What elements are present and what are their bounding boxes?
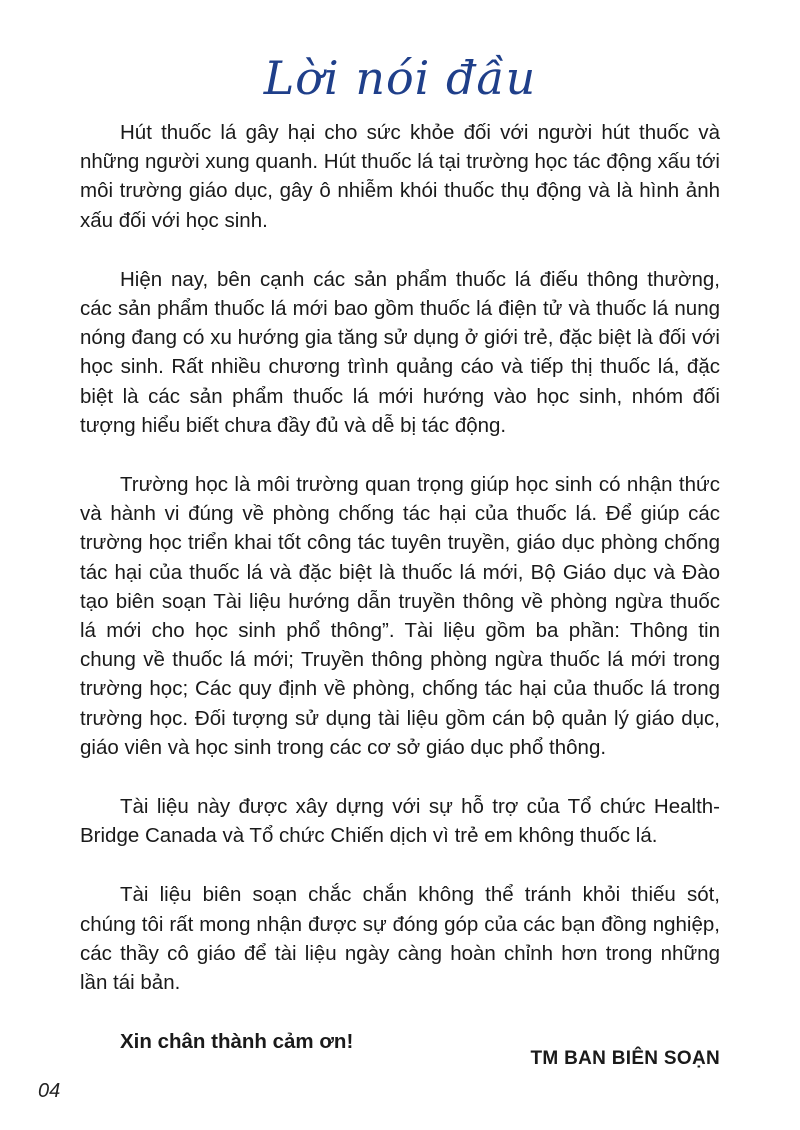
closing-line: Xin chân thành cảm ơn!: [120, 1030, 354, 1054]
paragraph-2: Hiện nay, bên cạnh các sản phẩm thuốc lá điếu thông thường, các sản phẩm thuốc lá mới bao gồm thuốc lá điện tử và thuốc lá nung nóng đang có xu hướng gia tăng sử dụng ở giới trẻ, đặc biệt là đối với học sinh. Rất nhiều chương trình quảng cáo và tiếp thị thuốc lá, đặc biệt là các sản phẩm thuốc lá mới hướng vào học sinh, nhóm đối tượng hiểu biết chưa đầy đủ và dễ bị tác động.: [80, 267, 720, 437]
signature: TM BAN BIÊN SOẠN: [530, 1048, 720, 1069]
paragraph-4: Tài liệu này được xây dựng với sự hỗ trợ của Tổ chức Health-Bridge Canada và Tổ chức Chiến dịch vì trẻ em không thuốc lá.: [80, 795, 720, 848]
paragraph-5: Tài liệu biên soạn chắc chắn không thể tránh khỏi thiếu sót, chúng tôi rất mong nhận được sự đóng góp của các bạn đồng nghiệp, các thầy cô giáo để tài liệu ngày càng hoàn chỉnh hơn trong những lần tái bản.: [80, 883, 720, 995]
body-text: [80, 118, 720, 1086]
paragraph-1: Hút thuốc lá gây hại cho sức khỏe đối với người hút thuốc và những người xung quanh. Hút thuốc lá tại trường học tác động xấu tới môi trường giáo dục, gây ô nhiễm khói thuốc thụ động và là hình ảnh xấu đối với học sinh.: [80, 121, 720, 232]
page-number: 04: [38, 1080, 61, 1102]
paragraph-3: Trường học là môi trường quan trọng giúp học sinh có nhận thức và hành vi đúng về phòng chống tác hại của thuốc lá. Để giúp các trường học triển khai tốt công tác tuyên truyền, giáo dục phòng chống tác hại của thuốc lá và đặc biệt là thuốc lá mới, Bộ Giáo dục và Đào tạo biên soạn Tài liệu hướng dẫn truyền thông về phòng ngừa thuốc lá mới cho học sinh phổ thông”. Tài liệu gồm ba phần: Thông tin chung về thuốc lá mới; Truyền thông phòng ngừa thuốc lá mới trong trường học; Các quy định về phòng, chống tác hại của thuốc lá trong trường học. Đối tượng sử dụng tài liệu gồm cán bộ quản lý giáo dục, giáo viên và học sinh trong các cơ sở giáo dục phổ thông.: [80, 473, 720, 759]
page-title: Lời nói đầu: [263, 51, 537, 105]
